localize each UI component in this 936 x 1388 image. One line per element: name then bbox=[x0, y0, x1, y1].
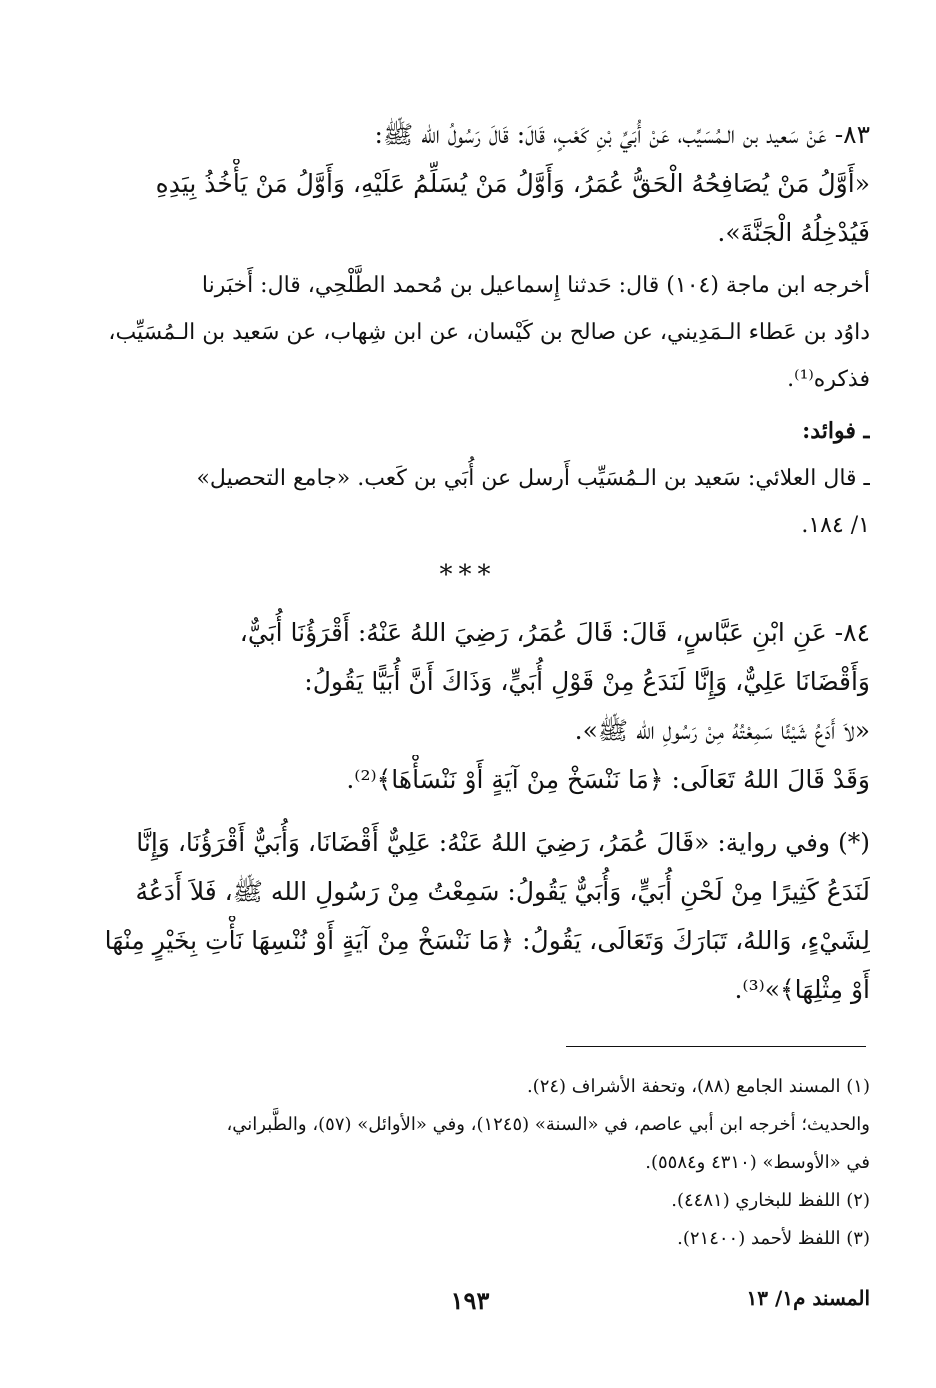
hadith-84-line-3: «لاَ أَدَعُ شَيْئًا سَمِعْتُهُ مِنْ رَسُولِ الله ﷺ». bbox=[574, 716, 870, 745]
fawaid-line-2: ١/ ١٨٤. bbox=[801, 513, 870, 538]
page-footer bbox=[70, 1286, 870, 1326]
hadith-83 bbox=[70, 110, 870, 257]
volume-signature: المسند م١/ ١٣ bbox=[746, 1286, 870, 1310]
takhrij-83-line-1: أخرجه ابن ماجة (١٠٤) قال: حَدثنا إِسماعيل بن مُحمد الطَّلْحِي، قال: أَخبَرنا bbox=[201, 273, 870, 298]
hadith-84-line-4: وَقَدْ قَالَ اللهُ تَعَالَى: ﴿مَا نَنْسَخْ مِنْ آيَةٍ أَوْ نَنْسَأْهَا﴾⁽²⁾. bbox=[346, 765, 870, 794]
section-separator: *** bbox=[439, 560, 497, 590]
footnotes bbox=[70, 1068, 870, 1258]
riwaya-line-2: لَنَدَعُ كَثِيرًا مِنْ لَحْنِ أُبَيٍّ، وَأُبَيٌّ يَقُولُ: سَمِعْتُ مِنْ رَسُولِ الله ﷺ، فَلاَ أَدَعُهُ bbox=[135, 877, 870, 906]
footnote-2: (٢) اللفظ للبخاري (٤٤٨١). bbox=[671, 1190, 870, 1211]
hadith-84-line-1: ٨٤- عَنِ ابْنِ عَبَّاسٍ، قَالَ: قَالَ عُمَرُ، رَضِيَ اللهُ عَنْهُ: أَقْرَؤُنَا أُبَيٌّ، bbox=[239, 618, 870, 647]
hadith-83-line-1: ٨٣- عَنْ سَعيد بن الـمُسَيِّب، عَنْ أُبَيِّ بْنِ كَعْبٍ، قَالَ: قَالَ رَسُولُ الله ﷺ: bbox=[374, 120, 870, 149]
footnote-1-cont-1: والحديث؛ أخرجه ابن أبي عاصم، في «السنة» (١٢٤٥)، وفي «الأوائل» (٥٧)، والطَّبراني، bbox=[226, 1114, 870, 1135]
hadith-84-riwaya bbox=[70, 818, 870, 1014]
footnote-1-cont-2: في «الأوسط» (٤٣١٠ و٥٥٨٤). bbox=[645, 1152, 870, 1173]
hadith-83-line-3: فَيُدْخِلُهُ الْجَنَّةَ». bbox=[717, 218, 870, 247]
hadith-84 bbox=[70, 608, 870, 804]
riwaya-line-4: أَوْ مِثْلِهَا﴾»⁽³⁾. bbox=[734, 975, 870, 1004]
footnote-1: (١) المسند الجامع (٨٨)، وتحفة الأشراف (٢٤). bbox=[526, 1076, 870, 1097]
hadith-83-line-2: «أَوَّلُ مَنْ يُصَافِحُهُ الْحَقُّ عُمَرُ، وَأَوَّلُ مَنْ يُسَلِّمُ عَلَيْهِ، وَأَوَّلُ مَنْ يَأْخُذُ بِيَدِهِ bbox=[155, 169, 870, 198]
hadith-84-line-2: وَأَقْضَانَا عَلِيٌّ، وَإِنَّا لَنَدَعُ مِنْ قَوْلِ أُبَيٍّ، وَذَاكَ أَنَّ أُبَيًّا يَقُولُ: bbox=[304, 667, 870, 696]
fawaid-section bbox=[70, 408, 870, 549]
footnote-3: (٣) اللفظ لأحمد (٢١٤٠٠). bbox=[677, 1228, 870, 1249]
takhrij-83 bbox=[70, 262, 870, 403]
fawaid-heading: ـ فوائد: bbox=[802, 418, 870, 444]
takhrij-83-line-3: فذكره⁽¹⁾. bbox=[787, 367, 870, 392]
page-number: ١٩٣ bbox=[450, 1286, 490, 1315]
fawaid-line-1: ـ قال العلائي: سَعيد بن الـمُسَيِّب أَرسل عن أُبَي بن كَعب. «جامع التحصيل» bbox=[196, 466, 870, 491]
riwaya-line-3: لِشَيْءٍ، وَاللهُ، تَبَارَكَ وَتَعَالَى، يَقُولُ: ﴿مَا نَنْسَخْ مِنْ آيَةٍ أَوْ نُنْسِهَا نَأْتِ بِخَيْرٍ مِنْهَا bbox=[104, 926, 870, 955]
footnote-divider bbox=[566, 1046, 866, 1047]
riwaya-line-1: (*) وفي رواية: «قَالَ عُمَرُ، رَضِيَ اللهُ عَنْهُ: عَلِيٌّ أَقْضَانَا، وَأُبَيٌّ أَقْرَؤُنَا، وَإِنَّا bbox=[136, 828, 870, 857]
takhrij-83-line-2: داوُد بن عَطاء الـمَدِيني، عن صالح بن كَيْسان، عن ابن شِهاب، عن سَعيد بن الـمُسَيِّب، bbox=[108, 320, 870, 345]
